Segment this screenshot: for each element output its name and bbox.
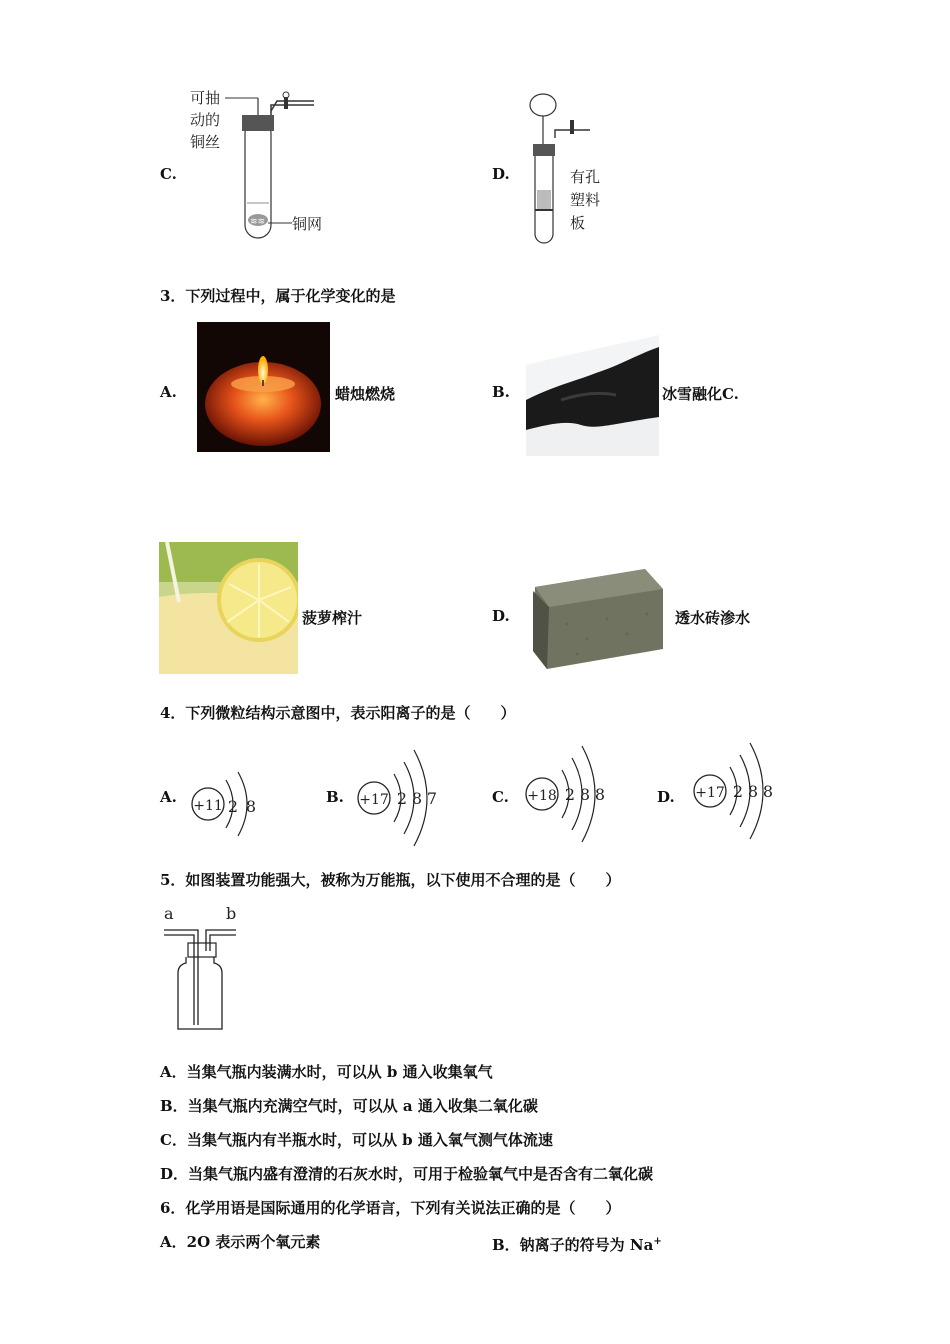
multipurpose-bottle-diagram	[160, 903, 245, 1035]
shell-count: 8	[762, 782, 774, 801]
q2-option-c-apparatus	[180, 85, 340, 250]
fig-label: 可抽	[190, 89, 221, 107]
q5-option-a: A．当集气瓶内装满水时，可以从 b 通入收集氧气	[160, 1063, 493, 1081]
q3-option-b-letter: B.	[492, 383, 510, 401]
shell-count: 8	[245, 797, 257, 816]
svg-text:≋≋: ≋≋	[250, 217, 266, 227]
q2-option-d-apparatus	[515, 90, 625, 250]
ice-snow-image	[526, 325, 659, 456]
shell-count: 7	[426, 789, 438, 808]
permeable-brick-image	[527, 569, 665, 669]
q6-option-b-text: B．钠离子的符号为 Na	[492, 1236, 654, 1254]
q5-option-d: D．当集气瓶内盛有澄清的石灰水时，可用于检验氧气中是否含有二氧化碳	[160, 1165, 654, 1183]
atom-diagram-c	[520, 738, 615, 848]
shell-count: 8	[747, 782, 759, 801]
q6-option-a: A．2O 表示两个氧元素	[160, 1233, 321, 1251]
q5-option-c: C．当集气瓶内有半瓶水时，可以从 b 通入氧气测气体流速	[160, 1131, 553, 1149]
q4-option-a-letter: A.	[160, 788, 177, 806]
q4-option-c-letter: C.	[492, 788, 509, 806]
fig-label: 塑料	[570, 191, 601, 209]
nucleus-charge: +18	[527, 788, 557, 804]
shell-count: 2	[732, 782, 744, 801]
q5-stem: 5．如图装置功能强大，被称为万能瓶，以下使用不合理的是（ ）	[160, 871, 621, 889]
nucleus-charge: +11	[193, 798, 223, 814]
q4-stem: 4．下列微粒结构示意图中，表示阳离子的是（ ）	[160, 704, 516, 722]
q3-option-a-letter: A.	[160, 383, 177, 401]
atom-diagram-d	[688, 735, 783, 845]
shell-count: 2	[396, 789, 408, 808]
atom-diagram-b	[354, 742, 449, 852]
q3-stem: 3．下列过程中，属于化学变化的是	[160, 287, 396, 305]
q3-option-b-caption: 冰雪融化C.	[662, 385, 739, 403]
fig-label: 铜网	[292, 215, 323, 233]
shell-count: 8	[411, 789, 423, 808]
q6-option-b-superscript: +	[653, 1236, 662, 1247]
q3-option-a-caption: 蜡烛燃烧	[335, 385, 396, 403]
shell-count: 2	[227, 797, 239, 816]
shell-count: 2	[564, 785, 576, 804]
q4-option-b-letter: B.	[326, 788, 344, 806]
q6-option-b	[492, 1232, 662, 1255]
nucleus-charge: +17	[359, 792, 389, 808]
q5-option-b: B．当集气瓶内充满空气时，可以从 a 通入收集二氧化碳	[160, 1097, 538, 1115]
shell-count: 8	[594, 785, 606, 804]
q3-option-d-letter: D.	[492, 607, 510, 625]
q3-option-d-caption: 透水砖渗水	[675, 609, 751, 627]
q2-option-c-letter: C.	[160, 165, 177, 183]
q4-option-d-letter: D.	[657, 788, 675, 806]
fig-label: 板	[570, 214, 586, 232]
q6-stem: 6．化学用语是国际通用的化学语言，下列有关说法正确的是（ ）	[160, 1199, 621, 1217]
shell-count: 8	[579, 785, 591, 804]
q2-option-d-letter: D.	[492, 165, 510, 183]
candle-image	[197, 322, 330, 452]
fig-label: 铜丝	[190, 133, 221, 151]
pineapple-juice-image	[159, 542, 298, 674]
fig-label: 有孔	[570, 168, 601, 186]
q3-option-c-caption: 菠萝榨汁	[302, 609, 363, 627]
tube-a-label: a	[164, 904, 174, 923]
nucleus-charge: +17	[695, 785, 725, 801]
fig-label: 动的	[190, 111, 221, 129]
tube-b-label: b	[226, 904, 237, 923]
atom-diagram-a	[188, 760, 278, 845]
